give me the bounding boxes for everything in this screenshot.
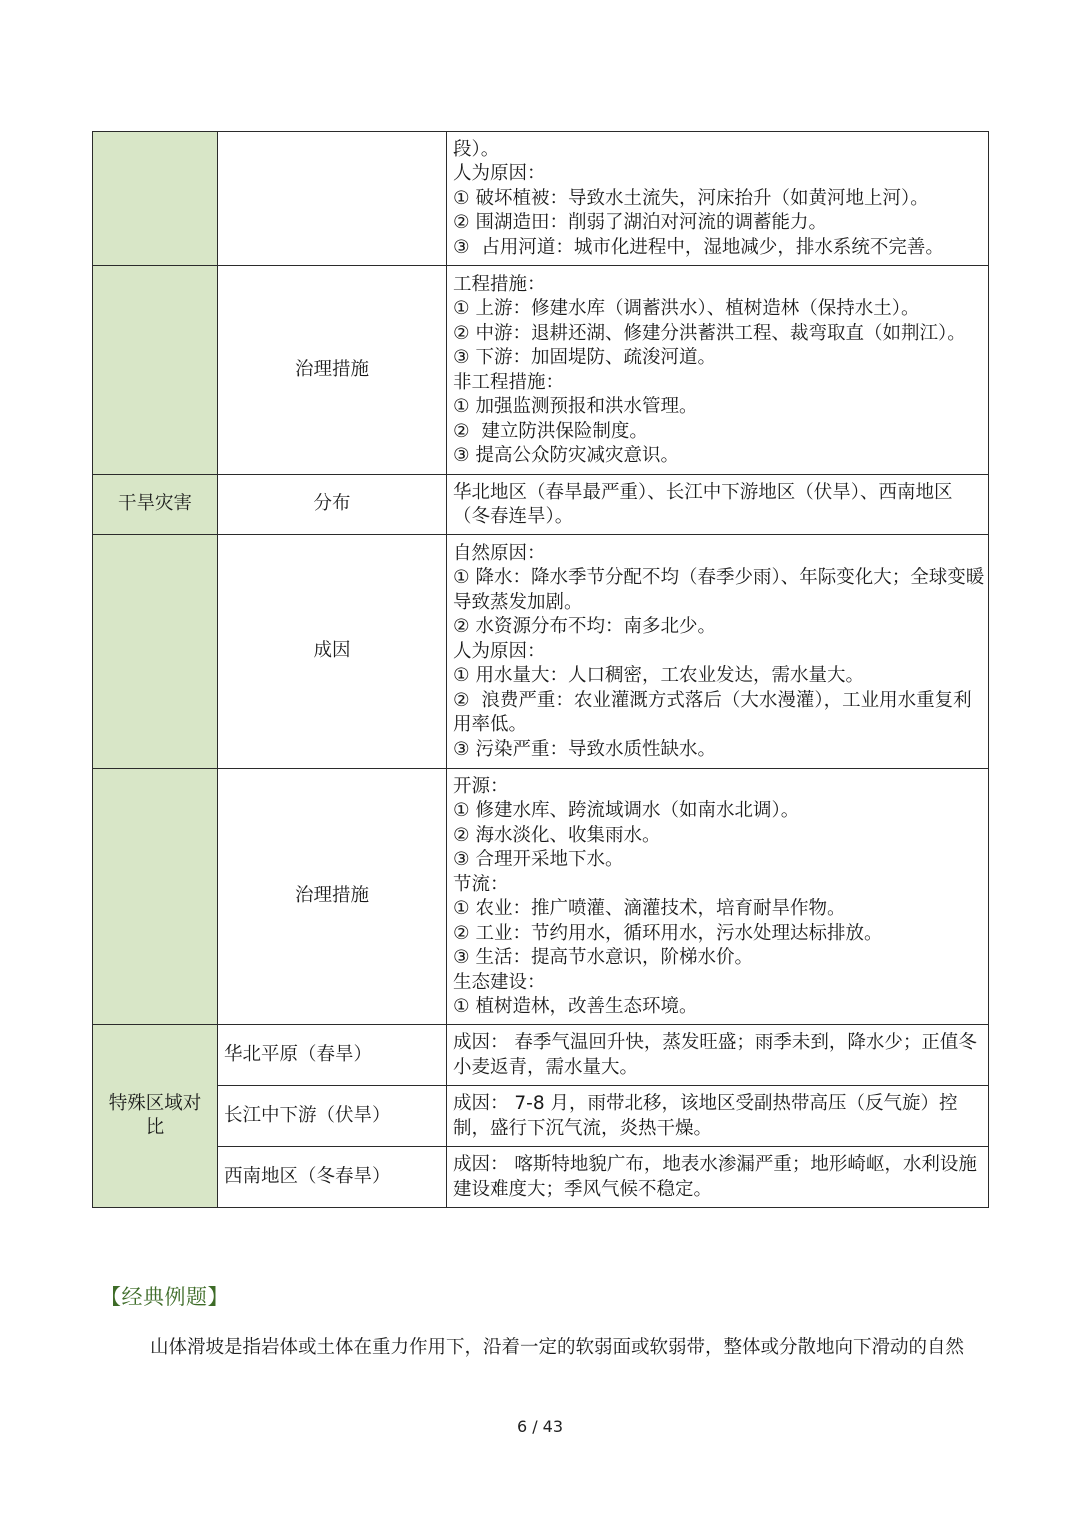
- content-cell: [447, 266, 989, 475]
- content-line: ③ 占用河道：城市化进程中，湿地减少，排水系统不完善。: [453, 236, 944, 258]
- item-cell: 成因: [218, 535, 447, 769]
- item-cell: 分布: [218, 475, 447, 535]
- item-cell: 治理措施: [218, 266, 447, 475]
- content-line: 生态建设：: [453, 971, 546, 993]
- table-row: [93, 132, 989, 266]
- table-row: [93, 266, 989, 475]
- content-line: 非工程措施：: [453, 371, 565, 393]
- content-line: 开源：: [453, 775, 509, 797]
- region-cell: 华北平原（春旱）: [218, 1025, 447, 1086]
- content-line: ② 海水淡化、收集雨水。: [453, 824, 661, 846]
- content-line: ② 水资源分布不均：南多北少。: [453, 616, 716, 638]
- category-cell: [93, 132, 218, 266]
- table-row: [93, 769, 989, 1025]
- content-line: ② 围湖造田：削弱了湖泊对河流的调蓄能力。: [453, 212, 827, 234]
- content-cell: [447, 769, 989, 1025]
- content-line: ① 植树造林，改善生态环境。: [453, 996, 698, 1017]
- content-line: 节流：: [453, 873, 509, 895]
- category-cell: 干旱灾害: [93, 475, 218, 535]
- table-row: [93, 1025, 989, 1086]
- item-cell: [218, 132, 447, 266]
- item-cell: 治理措施: [218, 769, 447, 1025]
- content-line: ③ 下游：加固堤防、疏浚河道。: [453, 347, 716, 368]
- content-line: ① 修建水库、跨流域调水（如南水北调）。: [453, 800, 800, 821]
- content-line: ③ 合理开采地下水。: [453, 849, 624, 870]
- content-line: ② 建立防洪保险制度。: [453, 420, 648, 442]
- content-cell: [447, 535, 989, 769]
- region-cell: 长江中下游（伏旱）: [218, 1086, 447, 1147]
- paragraph: 山体滑坡是指岩体或土体在重力作用下，沿着一定的软弱面或软弱带，整体或分散地向下滑动的自然: [150, 1337, 965, 1358]
- content-line: ① 用水量大：人口稠密，工农业发达，需水量大。: [453, 665, 864, 687]
- content-line: 华北地区（春旱最严重）、长江中下游地区（伏旱）、西南地区（冬春连旱）。: [453, 481, 953, 527]
- content-cell: [447, 475, 989, 535]
- content-cell: [447, 1086, 989, 1147]
- table-row: [93, 1147, 989, 1208]
- table-row: [93, 475, 989, 535]
- section-heading: 【经典例题】: [100, 1285, 229, 1309]
- content-line: 人为原因：: [453, 640, 546, 662]
- content-line: ① 加强监测预报和洪水管理。: [453, 396, 698, 417]
- content-line: ② 工业：节约用水，循环用水，污水处理达标排放。: [453, 922, 883, 944]
- category-cell: 特殊区域对比: [93, 1025, 218, 1208]
- content-line: 段）。: [453, 138, 500, 160]
- table-row: [93, 1086, 989, 1147]
- content-cell: [447, 1147, 989, 1208]
- content-cell: [447, 1025, 989, 1086]
- region-cell: 西南地区（冬春旱）: [218, 1147, 447, 1208]
- content-line: 成因： 春季气温回升快，蒸发旺盛；雨季未到，降水少；正值冬小麦返青，需水量大。: [453, 1032, 977, 1078]
- content-line: 工程措施：: [453, 273, 546, 295]
- content-line: ③ 污染严重：导致水质性缺水。: [453, 738, 716, 760]
- content-line: 成因： 7-8 月，雨带北移，该地区受副热带高压（反气旋）控制，盛行下沉气流，炎热干燥。: [453, 1093, 958, 1139]
- page-number: 6 / 43: [516, 1417, 564, 1436]
- content-line: 成因： 喀斯特地貌广布，地表水渗漏严重；地形崎岖，水利设施建设难度大；季风气候不稳定。: [453, 1154, 977, 1200]
- content-line: ① 降水：降水季节分配不均（春季少雨）、年际变化大；全球变暖导致蒸发加剧。: [453, 567, 985, 613]
- content-line: ① 破坏植被：导致水土流失，河床抬升（如黄河地上河）。: [453, 187, 929, 209]
- content-line: ③ 生活：提高节水意识，阶梯水价。: [453, 947, 753, 968]
- content-line: 自然原因：: [453, 542, 546, 564]
- content-line: ① 上游：修建水库（调蓄洪水）、植树造林（保持水土）。: [453, 298, 920, 319]
- content-line: 人为原因：: [453, 163, 546, 185]
- content-line: ② 中游：退耕还湖、修建分洪蓄洪工程、裁弯取直（如荆江）。: [453, 322, 966, 344]
- content-line: ① 农业：推广喷灌、滴灌技术，培育耐旱作物。: [453, 898, 846, 919]
- table-row: [93, 535, 989, 769]
- category-cell: [93, 535, 218, 769]
- knowledge-table: [92, 131, 989, 1208]
- content-line: ③ 提高公众防灾减灾意识。: [453, 445, 679, 466]
- content-cell: [447, 132, 989, 266]
- category-cell: [93, 769, 218, 1025]
- content-line: ② 浪费严重：农业灌溉方式落后（大水漫灌），工业用水重复利用率低。: [453, 689, 972, 736]
- category-cell: [93, 266, 218, 475]
